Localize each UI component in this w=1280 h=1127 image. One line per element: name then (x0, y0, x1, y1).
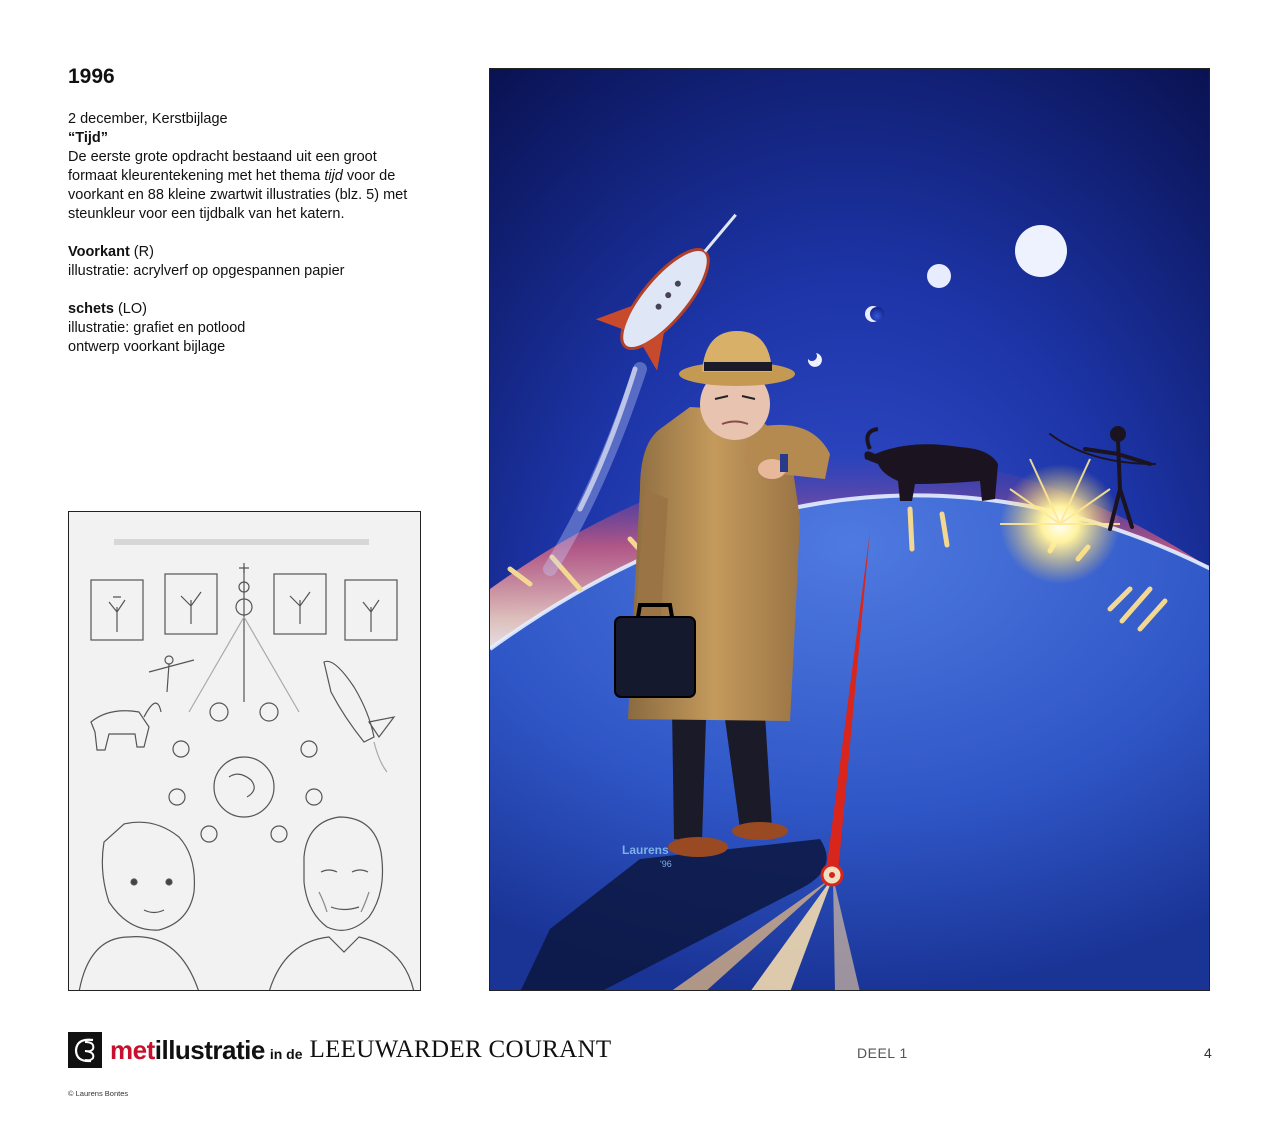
front-description: illustratie: acrylverf op opgespannen papier (68, 263, 345, 279)
front-label: Voorkant (68, 244, 130, 260)
year-heading: 1996 (68, 65, 115, 88)
sketch-illustration (69, 512, 421, 991)
brand-met: met (110, 1034, 155, 1065)
sketch-heading (68, 300, 428, 319)
desc-part1: De eerste grote opdracht bestaand uit een groot formaat kleurentekening met het thema (68, 149, 377, 184)
sketch-description-2: ontwerp voorkant bijlage (68, 339, 226, 355)
sketch-label: schets (68, 301, 114, 317)
briefcase (615, 617, 695, 697)
page-number: 4 (1204, 1045, 1212, 1061)
date-line: 2 december, Kerstbijlage (68, 111, 228, 127)
brand-illustratie: illustratie (154, 1034, 265, 1065)
front-cover-painting (489, 68, 1210, 991)
article-title: “Tijd” (68, 130, 109, 146)
front-position: (R) (129, 244, 154, 260)
pencil-sketch (68, 511, 421, 991)
article-text (68, 64, 428, 357)
newspaper-name: LEEUWARDER COURANT (309, 1036, 612, 1063)
copyright-notice: © Laurens Bontes (68, 1089, 129, 1098)
sketch-description-1: illustratie: grafiet en potlood (68, 320, 246, 336)
painting-illustration (490, 69, 1210, 991)
brand-in-de: in de (269, 1046, 303, 1062)
painting-signature: Laurens (622, 843, 669, 857)
painting-signature-year: '96 (660, 859, 672, 869)
desc-part2: voor de voorkant en 88 kleine zwartwit illustraties (blz. 5) met steunkleur voor een tijdbalk van het katern. (68, 168, 408, 222)
desc-italic: tijd (324, 168, 343, 184)
footer-brand (68, 1032, 611, 1068)
front-heading (68, 243, 428, 262)
article-description (68, 148, 428, 224)
section-label: DEEL 1 (857, 1045, 908, 1061)
lb-monogram-icon (68, 1032, 102, 1068)
sketch-position: (LO) (113, 301, 147, 317)
